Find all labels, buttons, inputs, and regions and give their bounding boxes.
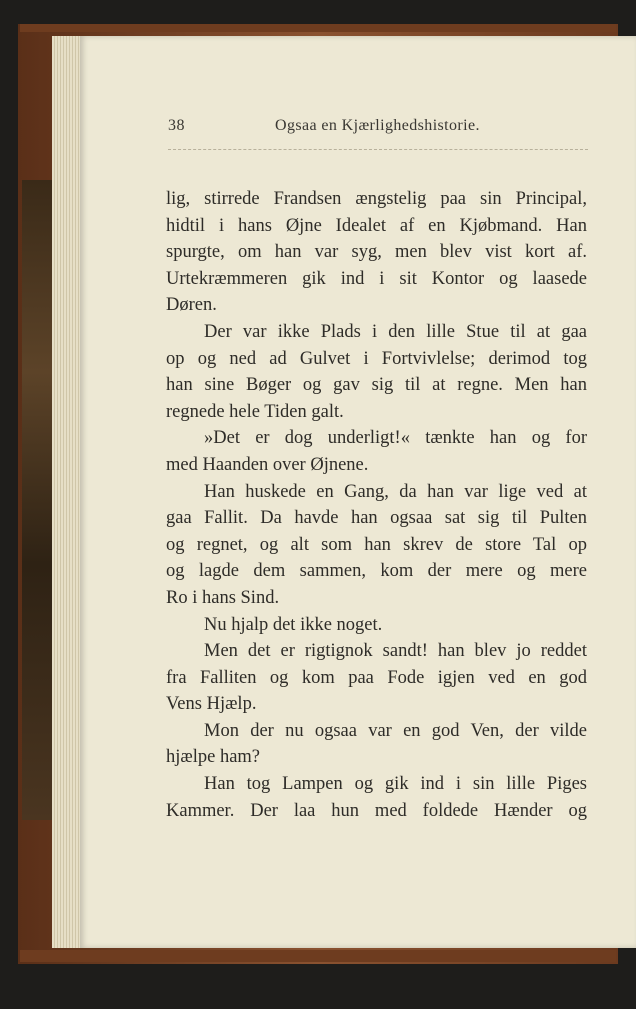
marbled-board — [22, 180, 52, 820]
text-line: hjælpe ham? — [166, 747, 261, 768]
text-line: Kammer. Der laa hun med foldede Hænder og — [166, 800, 587, 821]
text-line: Urtekræmmeren gik ind i sit Kontor og laasede — [166, 268, 587, 289]
page-text — [166, 186, 587, 824]
running-title: Ogsaa en Kjærlighedshistorie. — [275, 117, 480, 134]
page-stack-edge — [52, 36, 80, 948]
text-line: hidtil i hans Øjne Idealet af en Kjøbmand. Han — [166, 215, 587, 236]
text-line: Mon der nu ogsaa var en god Ven, der vilde — [204, 720, 587, 741]
text-line: Vens Hjælp. — [166, 694, 257, 715]
text-line: Han tog Lampen og gik ind i sin lille Piges — [204, 774, 587, 795]
text-line: og regnet, og alt som han skrev de store Tal op — [166, 534, 587, 555]
text-line: Nu hjalp det ikke noget. — [204, 614, 383, 635]
text-line: Ro i hans Sind. — [166, 587, 280, 608]
running-head — [168, 114, 588, 138]
text-line: gaa Fallit. Da havde han ogsaa sat sig til Pulten — [166, 508, 587, 529]
text-line: »Det er dog underligt!« tænkte han og for — [204, 428, 587, 449]
text-line: spurgte, om han var syg, men blev vist kort af. — [166, 242, 587, 263]
text-line: med Haanden over Øjnene. — [166, 454, 369, 475]
text-line: regnede hele Tiden galt. — [166, 401, 344, 422]
text-line: op og ned ad Gulvet i Fortvivlelse; derimod tog — [166, 348, 587, 369]
text-line: Der var ikke Plads i den lille Stue til at gaa — [204, 321, 587, 342]
header-rule — [168, 149, 588, 150]
page-number: 38 — [168, 117, 185, 134]
text-line: Han huskede en Gang, da han var lige ved at — [204, 481, 587, 502]
text-line: Men det er rigtignok sandt! han blev jo reddet — [204, 641, 587, 662]
text-line: og lagde dem sammen, kom der mere og mere — [166, 561, 587, 582]
text-line: han sine Bøger og gav sig til at regne. Men han — [166, 375, 587, 396]
text-line: fra Falliten og kom paa Fode igjen ved en god — [166, 667, 587, 688]
text-line: lig, stirrede Frandsen ængstelig paa sin Principal, — [166, 189, 587, 209]
text-line: Døren. — [166, 295, 217, 316]
